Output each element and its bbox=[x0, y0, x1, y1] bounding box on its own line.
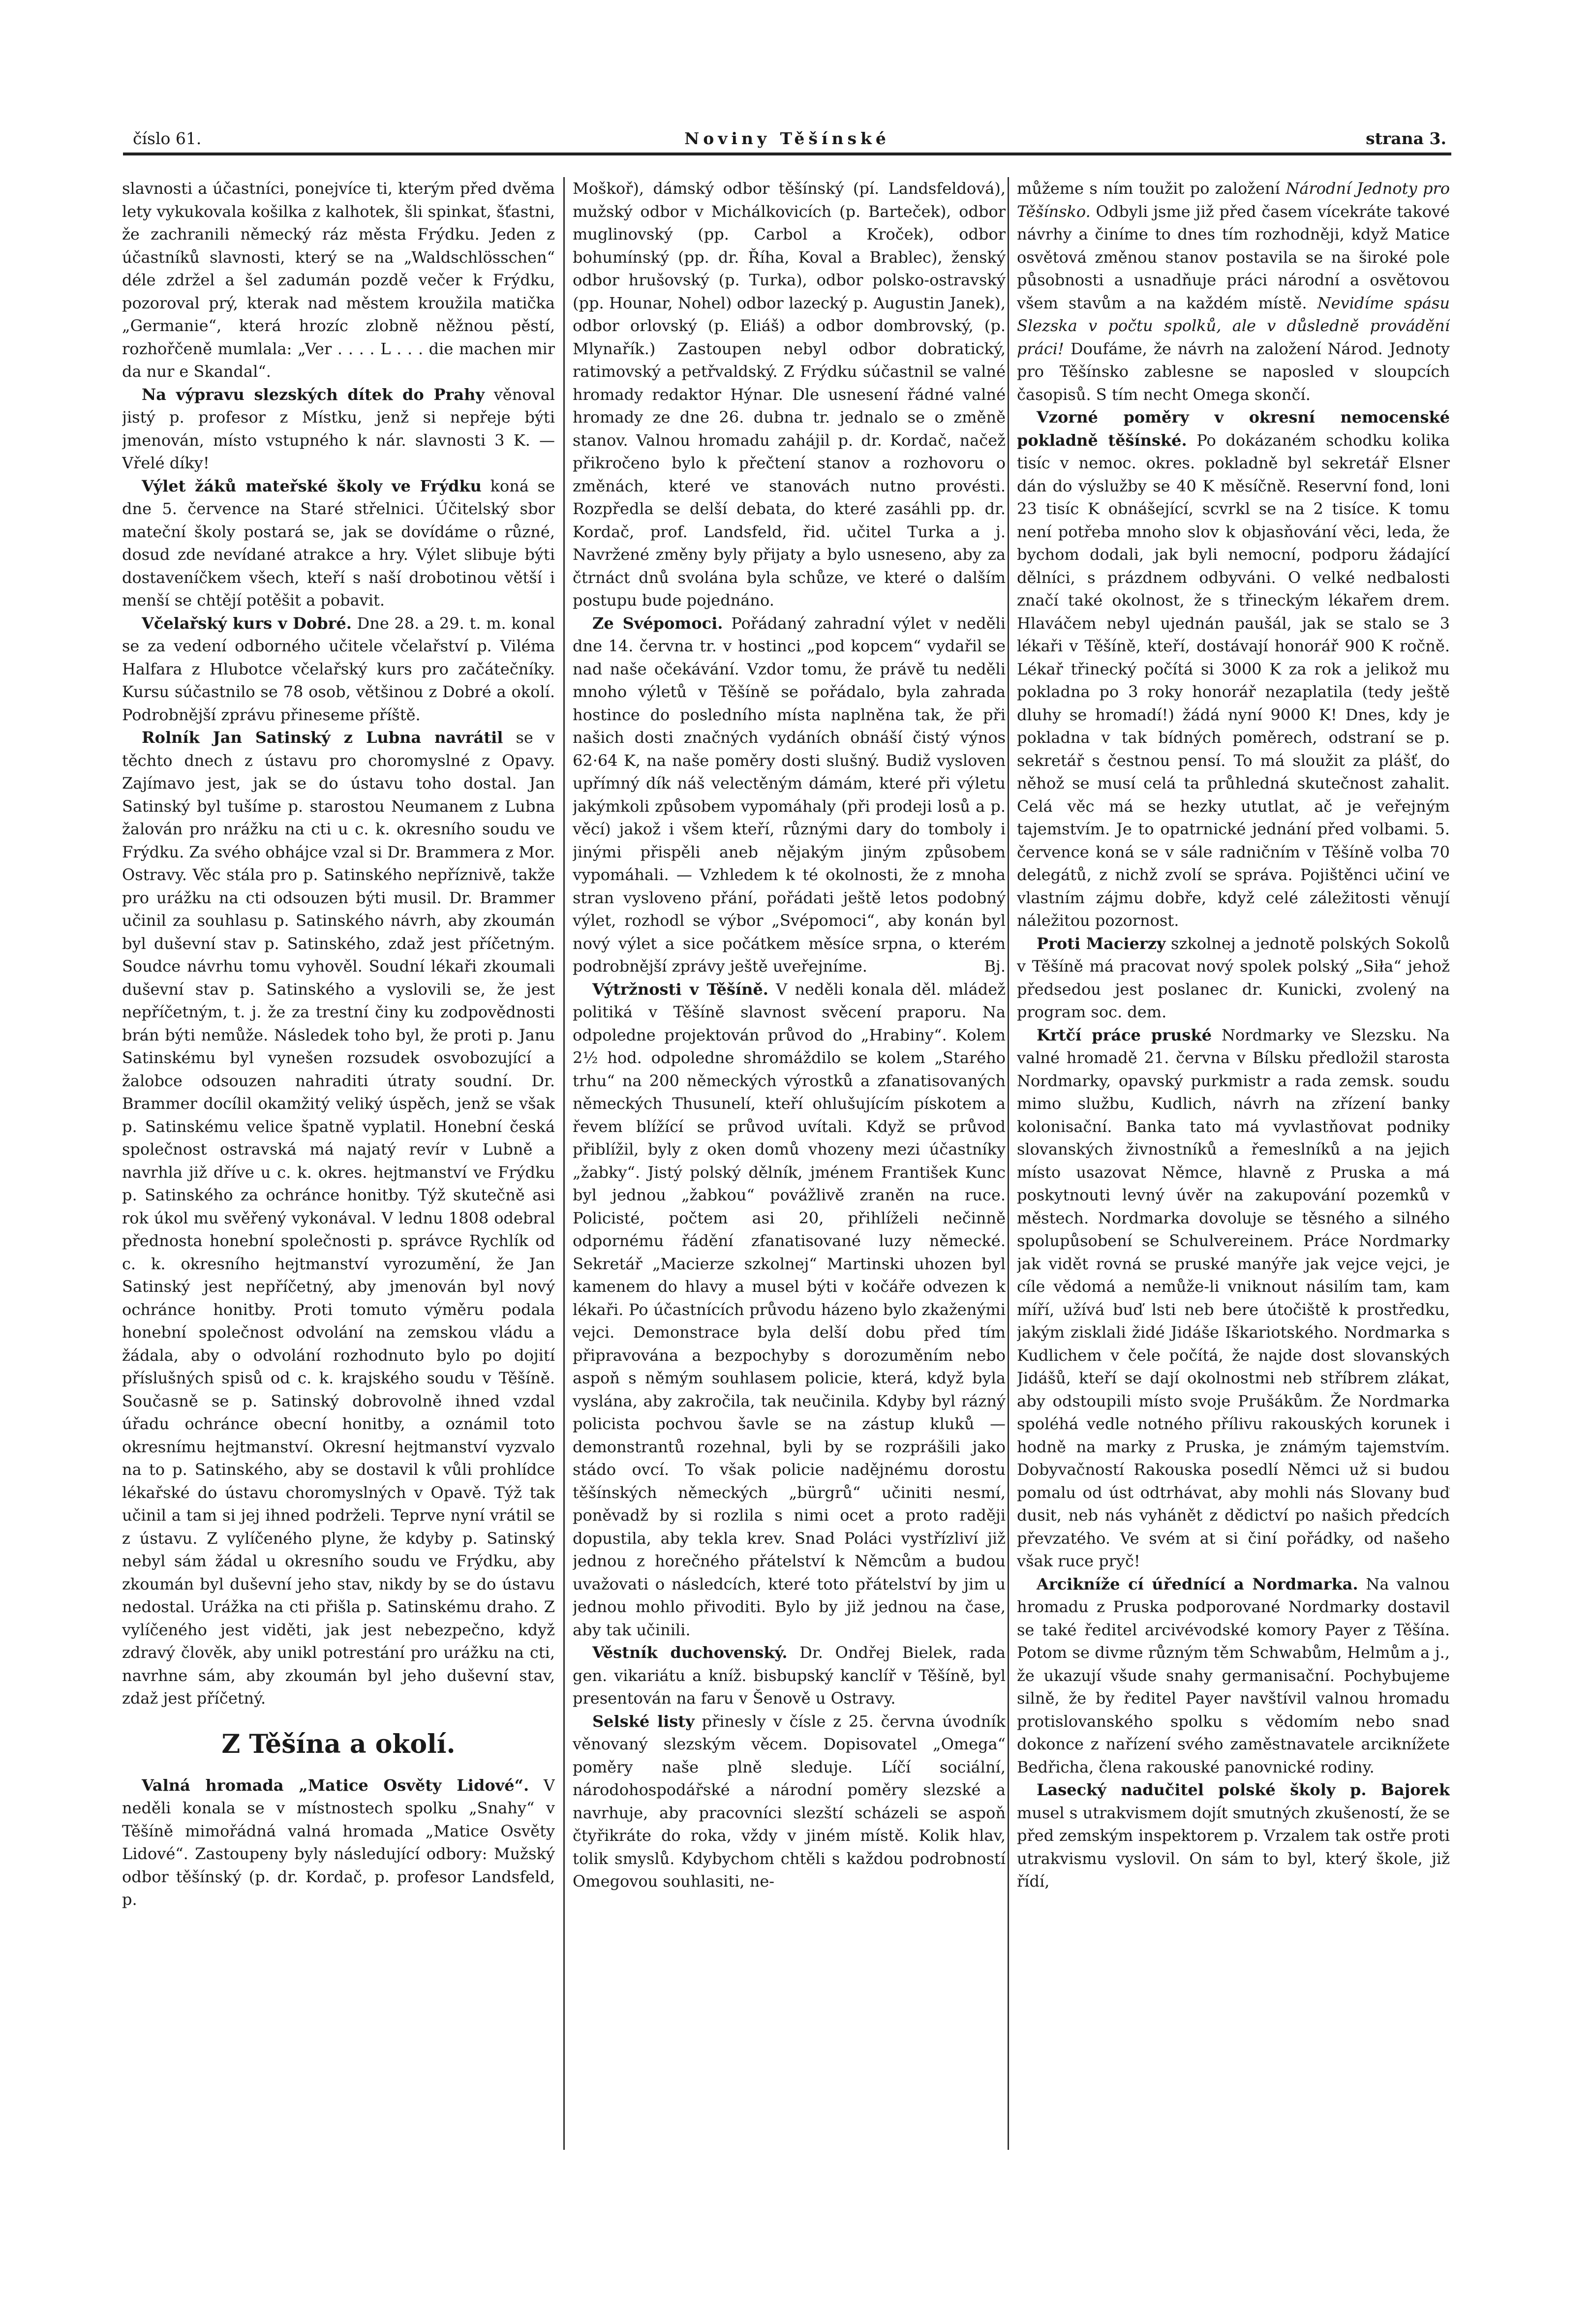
column-divider-1 bbox=[563, 177, 565, 2150]
article-paragraph: Moškoř), dámský odbor těšínský (pí. Landsfeldová), mužský odbor v Michálkovicích (p. Barteček), odbor muglinovský (pp. Carbol a Kroček), odbor bohumínský (pp. dr. Říha, Koval a Brablec), ženský odbor hrušovský (p. Turka), odbor polsko-ostravský (pp. Hounar, Nohel) odbor lazecký p. Augustin Janek), odbor orlovský (p. Eliáš) a odbor dombrovský, (p. Mlynařík.) Zastoupen nebyl odbor dobratický, ratimovský a petřvaldský. Z Frýdku súčastnil se valné hromady redaktor Hýnar. Dle usnesení řádné valné hromady ze dne 26. dubna tr. jednalo se o změně stanov. Valnou hromadu zahájil p. dr. Kordač, načež přikročeno bylo k přečtení stanov a rozhovoru o změnách, které ve stanovách nutno provésti. Rozpředla se delší debata, do které zasáhli pp. dr. Kordač, prof. Landsfeld, řid. učitel Turka a j. Navržené změny byly přijaty a bylo usneseno, aby za čtrnáct dnů svolána byla schůze, ve které o dalším postupu bude pojednáno. bbox=[573, 179, 1006, 610]
column-divider-2 bbox=[1008, 177, 1009, 2150]
article-lead: Ze Svépomoci. bbox=[592, 613, 723, 633]
article-paragraph: Vzorné poměry v okresní nemocenské pokladně těšínské. Po dokázaném schodku kolika tisíc v nemoc. okres. pokladně byl sekretář Elsner dán do výslužby se 40 K měsíčně. Reservní fond, loni 23 tisíc K obnášející, scvrkl se na 2 tisíce. K tomu není potřeba mnoho slov k objasňování věci, leda, že bychom dodali, jak byli nemocní, podporu žádající dělníci, s prázdnem odbyváni. O velké nedbalosti značí také okolnost, že s třineckým lékařem drem. Hlaváčem nebyl ujednán paušál, jak se stalo se 3 lékaři v Těšíně, kteří, dostávají honorář 900 K ročně. Lékař třinecký počítá si 3000 K za rok a jelikož mu pokladna po 3 roky honorář nezaplatila (tedy ještě dluhy se hromadí!) žádá nyní 9000 K! Dnes, kdy je pokladna v tak bídných poměrech, odstraní se p. sekretář s čestnou pensí. To má sloužit za plášť, do něhož se musí celá ta průhledná skutečnost zahalit. Celá věc má se hezky ututlat, ač je veřejným tajemstvím. Je to opatrnické jednání před volbami. 5. července koná se v sále radničním v Těšíně volba 70 delegátů, z nichž zvolí se správa. Pojištěnci učiní ve vlastním zájmu dobře, když celé záležitosti věnují náležitou pozornost. bbox=[1017, 408, 1450, 930]
article-paragraph: Ze Svépomoci. Pořádaný zahradní výlet v neděli dne 14. června tr. v hostinci „pod kopcem“ vydařil se nad naše očekávání. Vzdor tomu, že právě tu neděli mnoho výletů v Těšíně se pořádalo, byla zahrada hostince do posledního místa naplněna tak, že při našich dosti značných vydáních obnáší čistý výnos 62·64 K, na naše poměry dosti slušný. Budiž vysloven upřímný dík náš velectěným dámám, které při výletu jakýmkoli způsobem vypomáhaly (při prodeji losů a p. věcí) jakož i všem kteří, různými dary do tomboly i jinými přispěli aneb nějakým jiným způsobem vypomáhali. — Vzhledem k té okolnosti, že z mnoha stran vysloveno přání, pořádati ještě letos podobný výlet, rozhodl se výbor „Svépomoci“, aby konán byl nový výlet a sice počátkem měsíce srpna, o kterém podrobnější zprávy ještě uveřejníme. Bj. bbox=[573, 612, 1006, 978]
article-lead: Věstník duchovenský. bbox=[592, 1643, 788, 1662]
article-paragraph: Včelařský kurs v Dobré. Dne 28. a 29. t. m. konal se za vedení odborného učitele včelařství p. Viléma Halfara z Hlubotce včelařský kurs pro začátečníky. Kursu súčastnilo se 78 osob, většinou z Dobré a okolí. Podrobnější zprávu přineseme příště. bbox=[122, 613, 555, 724]
article-lead: Vzorné poměry v okresní nemocenské pokladně těšínské. bbox=[1017, 408, 1450, 450]
article-lead: Arcikníže cí úřednící a Nordmarka. bbox=[1037, 1574, 1358, 1593]
article-paragraph: Věstník duchovenský. Dr. Ondřej Bielek, rada gen. vikariátu a kníž. bisbupský kanclíř v Těšíně, byl presentován na faru v Šenově u Ostravy. bbox=[573, 1643, 1006, 1708]
article-paragraph: Proti Macierzy szkolnej a jednotě polských Sokolů v Těšíně má pracovat nový spolek polský „Siła“ jehož předsedou jest poslanec dr. Kunicki, zvolený na program soc. dem. bbox=[1017, 934, 1450, 1021]
article-lead: Proti Macierzy bbox=[1037, 934, 1166, 953]
page-number: strana 3. bbox=[1366, 129, 1446, 148]
article-lead: Valná hromada „Matice Osvěty Lidové“. bbox=[142, 1775, 529, 1795]
newspaper-title: Noviny Těšínské bbox=[684, 129, 890, 148]
article-signature: Bj. bbox=[984, 957, 1006, 976]
article-lead: Včelařský kurs v Dobré. bbox=[142, 613, 352, 633]
header-rule bbox=[123, 153, 1451, 155]
article-paragraph: Arcikníže cí úřednící a Nordmarka. Na valnou hromadu z Pruska podporované Nordmarky dostavil se také ředitel arcivévodské komory Payer z Těšína. Potom se divme různým těm Schwabům, Helmům a j., že ukazují všude snahy germanisační. Pochybujeme silně, že by ředitel Payer navštívil valnou hromadu protislovanského spolku s vědomím nebo snad dokonce z nařízení svého zaměstnavatele arciknížete Bedřicha, člena rakouské panovnické rodiny. bbox=[1017, 1574, 1450, 1776]
article-paragraph: slavnosti a účastníci, ponejvíce ti, kterým před dvěma lety vykukovala košilka z kalhotek, šli spinkat, šťastni, že zachranili německý ráz města Frýdku. Jeden z účastníků slavnosti, který se na „Waldschlösschen“ déle zdržel a šel zadumán pozdě večer k Frýdku, pozoroval prý, kterak nad městem kroužila matička „Germanie“, která hrozíc zlobně něžnou pěstí, rozhořčeně mumlala: „Ver . . . . L . . . die machen mir da nur e Skandal“. bbox=[122, 179, 555, 381]
article-paragraph: Výlet žáků mateřské školy ve Frýdku koná se dne 5. července na Staré střelnici. Účitelský sbor mateční školy postará se, jak se dovídáme o různé, dosud zde nevídané atrakce a hry. Výlet slibuje býti dostaveníčkem všech, kteří s naší drobotinou větší i menší se chtějí potěšit a pobavit. bbox=[122, 476, 555, 610]
article-paragraph: Na výpravu slezských dítek do Prahy věnoval jistý p. profesor z Místku, jenž si nepřeje býti jmenován, místo vstupného k nár. slavnosti 3 K. — Vřelé díky! bbox=[122, 385, 555, 472]
article-paragraph: můžeme s ním toužit po založení Národní Jednoty pro Těšínsko. Odbyli jsme již před časem vícekráte takové návrhy a činíme to dnes tím rozhodněji, když Matice osvětová změnou stanov postavila se na široké pole působnosti a usnadňuje práci národní a osvětovou všem stavům a na každém místě. Nevidíme spásu Slezska v počtu spolků, ale v důsledně provádění práci! Doufáme, že návrh na založení Národ. Jednoty pro Těšínsko zablesne se naposled v sloupcích časopisů. S tím necht Omega skončí. bbox=[1017, 179, 1450, 404]
article-lead: Rolník Jan Satinský z Lubna navrátil bbox=[142, 728, 503, 747]
column-1 bbox=[122, 177, 555, 2160]
article-lead: Lasecký nadučitel polské školy p. Bajorek bbox=[1037, 1780, 1450, 1799]
article-paragraph: Lasecký nadučitel polské školy p. Bajorek musel s utrakvismem dojít smutných zkušeností, že se před zemským inspektorem p. Vrzalem tak ostře proti utrakvismu vyslovil. On sám to byl, který škole, již řídí, bbox=[1017, 1780, 1450, 1891]
article-lead: Selské listy bbox=[592, 1712, 695, 1731]
column-3 bbox=[1017, 177, 1450, 2160]
column-2 bbox=[573, 177, 1006, 2160]
article-lead: Krtčí práce pruské bbox=[1037, 1025, 1212, 1044]
article-paragraph: Výtržnosti v Těšíně. V neděli konala děl. mládež politiká v Těšíně slavnost svěcení praporu. Na odpoledne projektován průvod do „Hrabiny“. Kolem 2½ hod. odpoledne shromáždilo se kolem „Starého trhu“ na 200 německých výrostků a zfanatisovaných německých Thusunelí, kteří ohlušujícím pískotem a řevem blížící se průvod uvítali. Když se průvod přiblížil, byly z oken domů vhozeny mezi účastníky „žabky“. Jistý polský dělník, jménem František Kunc byl jednou „žabkou“ povážlivě zraněn na ruce. Policisté, počtem asi 20, přihlíželi nečinně odpornému řádění zfanatisované luzy německé. Sekretář „Macierze szkolnej“ Martinski uhozen byl kamenem do hlavy a musel býti v kočáře odvezen k lékaři. Po účastnících průvodu házeno bylo zkaženými vejci. Demonstrace byla delší dobu před tím připravována a bezpochyby s dorozuměním nebo aspoň s němým souhlasem policie, která, když byla vyslána, aby zakročila, tak neučinila. Kdyby byl rázný policista pochvou šavle se na zástup kluků — demonstrantů rozehnal, byli by se rozprášili jako stádo ovcí. To však policie nadějnému dorostu těšínských německých „bürgrů“ učiniti nesmí, poněvadž by si rozlila s nimi ocet a proto raději dopustila, aby tekla krev. Snad Poláci vystřízliví již jednou z horečného přátelství k Němcům a budou uvažovati o následcích, které toto přátelství by jim u jednou mohlo přivoditi. Bylo by již jednou na čase, aby tak učinili. bbox=[573, 979, 1006, 1639]
article-paragraph: Rolník Jan Satinský z Lubna navrátil se v těchto dnech z ústavu pro choromyslné z Opavy. Zajímavo jest, jak se do ústavu toho dostal. Jan Satinský byl tušíme p. starostou Neumanem z Lubna žalován pro nrážku na cti u c. k. okresního soudu ve Frýdku. Za svého obhájce vzal si Dr. Brammera z Mor. Ostravy. Věc stála pro p. Satinského nepříznivě, takže pro urážku na cti odsouzen býti musil. Dr. Brammer učinil za souhlasu p. Satinského návrh, aby zkoumán byl duševní stav p. Satinského, zdaž jest příčetným. Soudce návrhu tomu vyhověl. Soudní lékaři zkoumali duševní stav p. Satinského a vyslovili se, že jest nepříčetným, t. j. že za trestní činy ku zodpovědnosti brán býti nemůže. Následek toho byl, že proti p. Janu Satinskému byl vynešen rozsudek osvobozující a žalobce odsouzen nahraditi útraty soudní. Dr. Brammer docílil okamžitý veliký úspěch, jenž se však p. Satinskému velice špatně vyplatil. Honební česká společnost ostravská má najatý revír v Lubně a navrhla již dříve u c. k. okres. hejtmanství ve Frýdku p. Satinského za ochránce honitby. Týž skutečně asi rok úkol mu svěřený vykonával. V lednu 1808 odebral přednosta honební společnosti p. správce Rychlík od c. k. okresního hejtmanství vyrozumění, že Jan Satinský jest nepříčetný, aby jmenován byl nový ochránce honitby. Proti tomuto výměru podala honební společnost odvolání na zemskou vládu a žádala, aby o odvolání rozhodnuto bylo po dojití příslušných spisů od c. k. krajského soudu v Těšíně. Současně se p. Satinský dobrovolně ihned vzdal úřadu ochránce obecní honitby, a oznámil toto okresnímu hejtmanství. Okresní hejtmanství vyzvalo na to p. Satinského, aby se dostavil k vůli prohlídce lékařské do ústavu choromyslných v Opavě. Týž tak učinil a tam si jej ihned podrželi. Teprve nyní vrátil se z ústavu. Z vylíčeného plyne, že kdyby p. Satinský nebyl sám žádal u okresního soudu ve Frýdku, aby zkoumán byl duševní jeho stav, nikdy by se do ústavu nedostal. Urážka na cti přišla p. Satinskému draho. Z vylíčeného jest viděti, jak jest nebezpečno, když zdravý člověk, aby unikl potrestání pro urážku na cti, navrhne sám, aby zkoumán byl jeho duševní stav, zdaž jest příčetný. bbox=[122, 728, 555, 1708]
issue-number: číslo 61. bbox=[133, 129, 202, 148]
article-paragraph: Selské listy přinesly v čísle z 25. června úvodník věnovaný slezským věcem. Dopisovatel „Omega“ poměry naše plně sleduje. Líčí sociální, národohospodářské a národní poměry slezské a navrhuje, aby pracovníci slezští scházeli se aspoň čtyřikráte do roka, vždy v jiném místě. Kolik hlav, tolik smyslů. Kdybychom chtěli s každou podrobností Omegovou souhlasiti, ne- bbox=[573, 1712, 1006, 1891]
article-paragraph: Valná hromada „Matice Osvěty Lidové“. V neděli konala se v místnostech spolku „Snahy“ v Těšíně mimořádná valná hromada „Matice Osvěty Lidové“. Zastoupeny byly následující odbory: Mužský odbor těšínský (p. dr. Kordač, p. profesor Landsfeld, p. bbox=[122, 1775, 555, 1909]
section-heading: Z Těšína a okolí. bbox=[221, 1729, 456, 1759]
page-header bbox=[123, 129, 1451, 153]
article-lead: Na výpravu slezských dítek do Prahy bbox=[142, 385, 485, 404]
article-paragraph: Krtčí práce pruské Nordmarky ve Slezsku. Na valné hromadě 21. června v Bílsku předložil starosta Nordmarky, opavský purkmistr a rada zemsk. soudu mimo službu, Kudlich, návrh na zřízení banky kolonisační. Banka tato má vyvlastňovat podniky slovanských živnostníků a řemeslníků a na jejich místo usazovat Němce, hlavně z Pruska a má poskytnouti levný úvěr na zakupování pozemků v městech. Nordmarka dovoluje se těsného a silného spolupůsobení se Schulvereinem. Práce Nordmarky jak vidět rovná se pruské manýře jak vejce vejci, je cíle vědomá a nemůže-li vniknout násilím tam, kam míří, užívá buď lsti neb bere útočiště k prostředku, jakým zisklali židé Jidáše Iškariotského. Nordmarka s Kudlichem v čele počítá, že najde dost slovanských Jidášů, kteří se dají okolnostmi neb stříbrem zlákat, aby odstoupili místo svoje Prušákům. Že Nordmarka spoléhá vedle notného přílivu rakouských korunek i hodně na marky z Pruska, je známým tajemstvím. Dobyvačností Rakouska posedlí Němci už si budou pomalu od úst odtrhávat, aby mohli nás Slovany buď dusit, neb nás vyhánět z dědictví po našich předcích převzatého. Ve svém at si činí pořádky, od našeho však ruce pryč! bbox=[1017, 1025, 1450, 1570]
article-lead: Výtržnosti v Těšíně. bbox=[592, 979, 768, 999]
article-lead: Výlet žáků mateřské školy ve Frýdku bbox=[142, 476, 482, 495]
